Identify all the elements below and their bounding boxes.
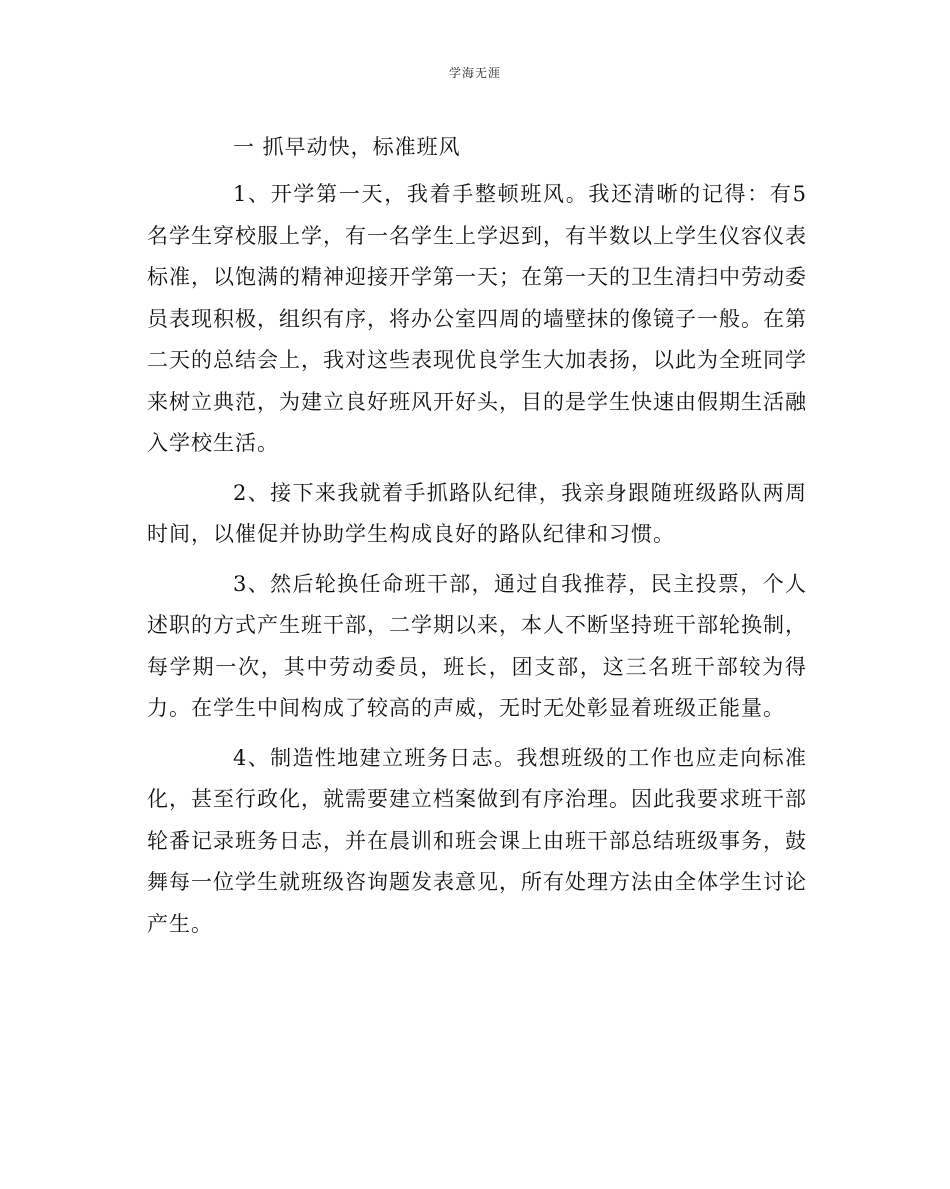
paragraph-3: 3、然后轮换任命班干部，通过自我推荐，民主投票，个人述职的方式产生班干部，二学期以来，本人不断坚持班干部轮换制，每学期一次，其中劳动委员，班长，团支部，这三名班干部较为得力。在学生中间构成了较高的声威，无时无处彰显着班级正能量。 bbox=[147, 571, 807, 720]
page-header: 学海无涯 bbox=[448, 66, 501, 80]
document-body bbox=[147, 128, 807, 953]
paragraph-4: 4、制造性地建立班务日志。我想班级的工作也应走向标准化，甚至行政化，就需要建立档案做到有序治理。因此我要求班干部轮番记录班务日志，并在晨训和班会课上由班干部总结班级事务，鼓舞每一位学生就班级咨询题发表意见，所有处理方法由全体学生讨论产生。 bbox=[147, 745, 807, 936]
section-heading: 一 抓早动快，标准班风 bbox=[233, 135, 461, 159]
paragraph-1: 1、开学第一天，我着手整顿班风。我还清晰的记得：有5名学生穿校服上学，有一名学生上学迟到，有半数以上学生仪容仪表标准，以饱满的精神迎接开学第一天；在第一天的卫生清扫中劳动委员表现积极，组织有序，将办公室四周的墙壁抹的像镜子一般。在第二天的总结会上，我对这些表现优良学生大加表扬，以此为全班同学来树立典范，为建立良好班风开好头，目的是学生快速由假期生活融入学校生活。 bbox=[147, 182, 807, 455]
paragraph-2: 2、接下来我就着手抓路队纪律，我亲身跟随班级路队两周时间，以催促并协助学生构成良好的路队纪律和习惯。 bbox=[147, 480, 807, 546]
